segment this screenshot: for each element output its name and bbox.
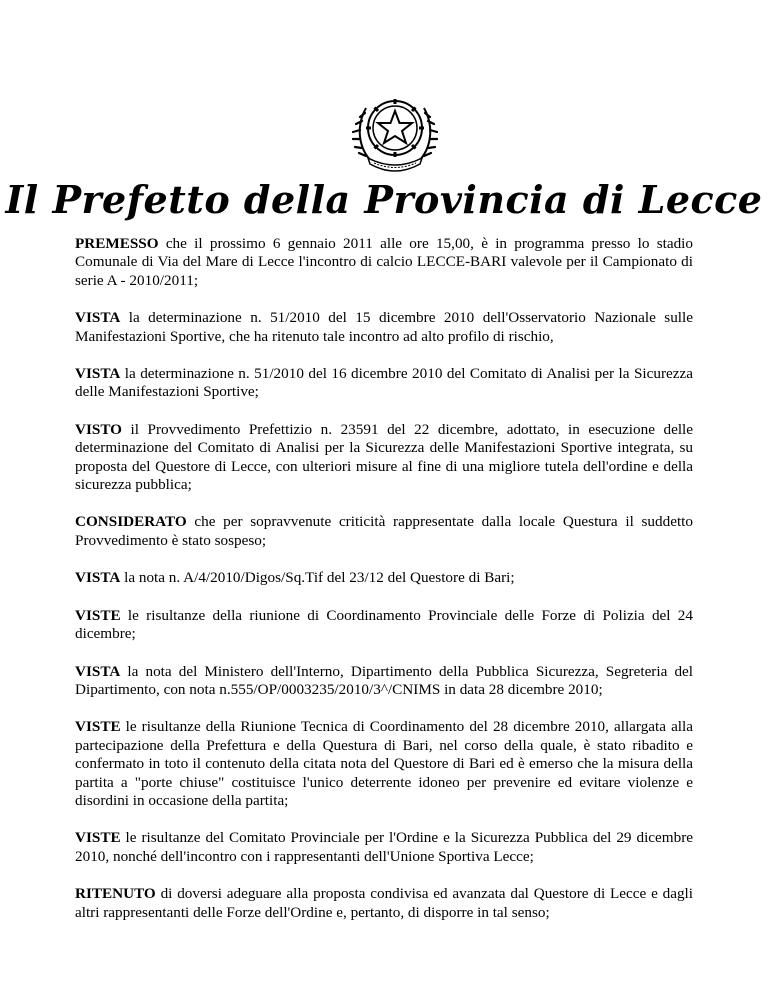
paragraph-keyword: VISTE	[75, 718, 121, 736]
paragraph-text: le risultanze della Riunione Tecnica di Coordinamento del 28 dicembre 2010, allargata alla partecipazione della Prefettura e della Questura di Bari, nel corso della quale, è stato ribadito e confermato in toto il contenuto della citata nota del Questore di Bari ed è emerso che la misura della partita a "porte chiuse" costituisce l'unico deterrente idoneo per prevenire ed evitare violenze e disordini in occasione della partita;	[75, 718, 693, 809]
paragraph	[75, 885, 693, 922]
page-title: Il Prefetto della Provincia di Lecce	[5, 177, 763, 222]
paragraph-keyword: RITENUTO	[75, 885, 156, 903]
paragraph-keyword: VISTE	[75, 606, 121, 624]
paragraph-keyword: VISTE	[75, 829, 121, 847]
paragraph	[75, 663, 693, 700]
paragraph-text: la determinazione n. 51/2010 del 16 dicembre 2010 del Comitato di Analisi per la Sicurezza delle Manifestazioni Sportive;	[75, 365, 693, 401]
paragraph-text: le risultanze della riunione di Coordinamento Provinciale delle Forze di Polizia del 24 dicembre;	[75, 606, 693, 643]
paragraph-text: che il prossimo 6 gennaio 2011 alle ore 15,00, è in programma presso lo stadio Comunale di Via del Mare di Lecce l'incontro di calcio LECCE-BARI valevole per il Campionato di serie A - 2010/2011;	[75, 235, 693, 289]
paragraph	[75, 829, 693, 866]
paragraph-text: che per sopravvenute criticità rappresentate dalla locale Questura il suddetto Provvedimento è stato sospeso;	[75, 513, 693, 549]
document-body	[75, 235, 693, 941]
paragraph-keyword: VISTO	[75, 420, 122, 438]
paragraph-text: la nota n. A/4/2010/Digos/Sq.Tif del 23/12 del Questore di Bari;	[120, 569, 515, 587]
paragraph-keyword: PREMESSO	[75, 235, 159, 252]
paragraph-keyword: VISTA	[75, 569, 121, 587]
paragraph-text: le risultanze del Comitato Provinciale per l'Ordine e la Sicurezza Pubblica del 29 dicembre 2010, nonché dell'incontro con i rappresentanti dell'Unione Sportiva Lecce;	[75, 829, 693, 865]
paragraph	[75, 607, 693, 644]
paragraph	[75, 421, 693, 495]
paragraph	[75, 569, 693, 587]
paragraph-keyword: VISTA	[75, 365, 121, 383]
paragraph-keyword: CONSIDERATO	[75, 513, 187, 531]
paragraph	[75, 365, 693, 402]
paragraph-keyword: VISTA	[75, 309, 121, 327]
paragraph-text: il Provvedimento Prefettizio n. 23591 del 22 dicembre, adottato, in esecuzione delle determinazione del Comitato di Analisi per la Sicurezza delle Manifestazioni Sportive integrata, su proposta del Questore di Lecce, con ulteriori misure al fine di una migliore tutela dell'ordine e della sicurezza pubblica;	[75, 420, 693, 494]
paragraph-text: la nota del Ministero dell'Interno, Dipartimento della Pubblica Sicurezza, Segreteria del Dipartimento, con nota n.555/OP/0003235/2010/3^/CNIMS in data 28 dicembre 2010;	[75, 662, 693, 698]
paragraph	[75, 513, 693, 550]
italian-republic-emblem	[352, 86, 438, 174]
paragraph	[75, 718, 693, 810]
paragraph-text: di doversi adeguare alla proposta condivisa ed avanzata dal Questore di Lecce e dagli altri rappresentanti delle Forze dell'Ordine e, pertanto, di disporre in tal senso;	[75, 885, 693, 921]
paragraph	[75, 309, 693, 346]
paragraph-text: la determinazione n. 51/2010 del 15 dicembre 2010 dell'Osservatorio Nazionale sulle Manifestazioni Sportive, che ha ritenuto tale incontro ad alto profilo di rischio,	[75, 309, 693, 345]
paragraph	[75, 235, 693, 290]
paragraph-keyword: VISTA	[75, 662, 121, 680]
